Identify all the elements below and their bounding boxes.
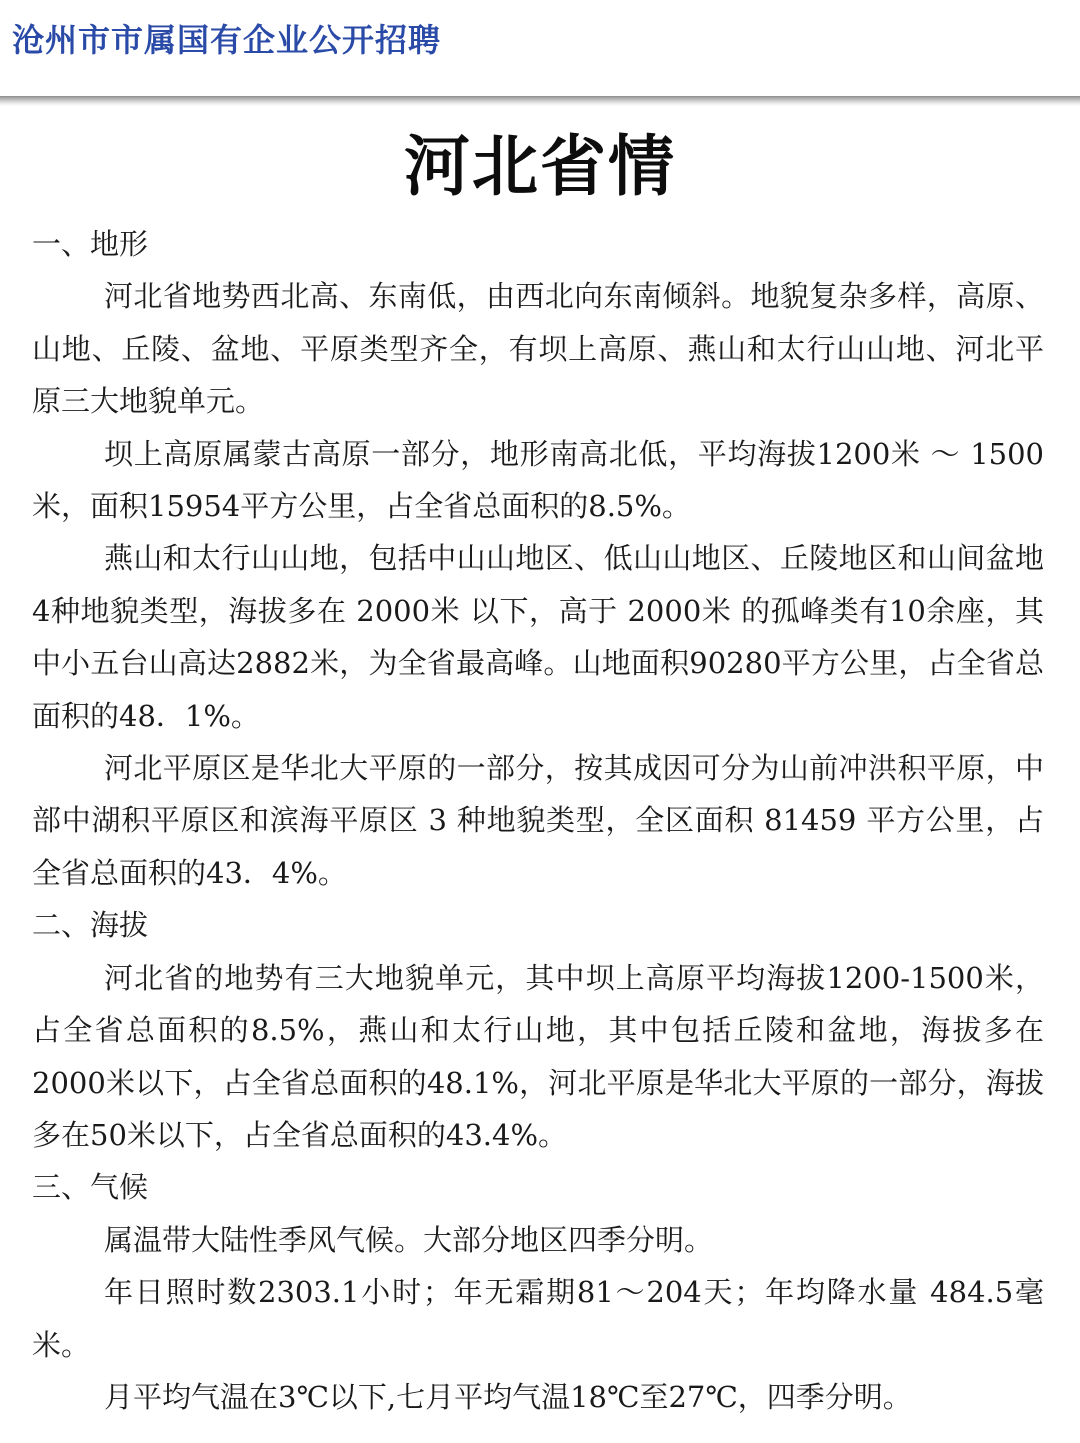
paragraph: 月平均气温在3℃以下,七月平均气温18℃至27℃，四季分明。 xyxy=(104,1379,912,1414)
paragraph: 河北省地势西北高、东南低，由西北向东南倾斜。地貌复杂多样，高原、山地、丘陵、盆地、平原类型齐全，有坝上高原、燕山和太行山山地、河北平原三大地貌单元。 xyxy=(32,279,1044,419)
header-title: 沧州市市属国有企业公开招聘 xyxy=(12,21,442,59)
paragraph: 年日照时数2303.1小时；年无霜期81～204天；年均降水量 484.5毫米。 xyxy=(32,1275,1044,1362)
header-divider xyxy=(0,96,1080,106)
paragraph: 河北省的地势有三大地貌单元，其中坝上高原平均海拔1200-1500米，占全省总面积的8.5%，燕山和太行山地，其中包括丘陵和盆地，海拔多在2000米以下，占全省总面积的48.1%，河北平原是华北大平原的一部分，海拔多在50米以下，占全省总面积的43.4%。 xyxy=(32,960,1044,1152)
document-body xyxy=(0,218,1080,1423)
section-terrain xyxy=(32,218,1044,899)
section-heading: 二、海拔 xyxy=(32,908,149,943)
document xyxy=(0,106,1080,1423)
section-heading: 三、气候 xyxy=(32,1170,149,1205)
paragraph: 燕山和太行山山地，包括中山山地区、低山山地区、丘陵地区和山间盆地4种地貌类型，海拔多在 2000米 以下，高于 2000米 的孤峰类有10余座，其中小五台山高达2882米，为全省最高峰。山地面积90280平方公里，占全省总面积的48．1%。 xyxy=(32,541,1044,733)
section-heading: 一、地形 xyxy=(32,227,149,261)
section-climate xyxy=(32,1161,1044,1423)
section-altitude xyxy=(32,899,1044,1161)
document-title: 河北省情 xyxy=(404,127,676,205)
app-header xyxy=(0,0,1080,96)
paragraph: 坝上高原属蒙古高原一部分，地形南高北低，平均海拔1200米 ～ 1500米，面积15954平方公里，占全省总面积的8.5%。 xyxy=(32,436,1044,524)
paragraph: 河北平原区是华北大平原的一部分，按其成因可分为山前冲洪积平原，中部中湖积平原区和滨海平原区 3 种地貌类型，全区面积 81459 平方公里，占全省总面积的43．4%。 xyxy=(32,751,1044,890)
paragraph: 属温带大陆性季风气候。大部分地区四季分明。 xyxy=(104,1222,714,1257)
